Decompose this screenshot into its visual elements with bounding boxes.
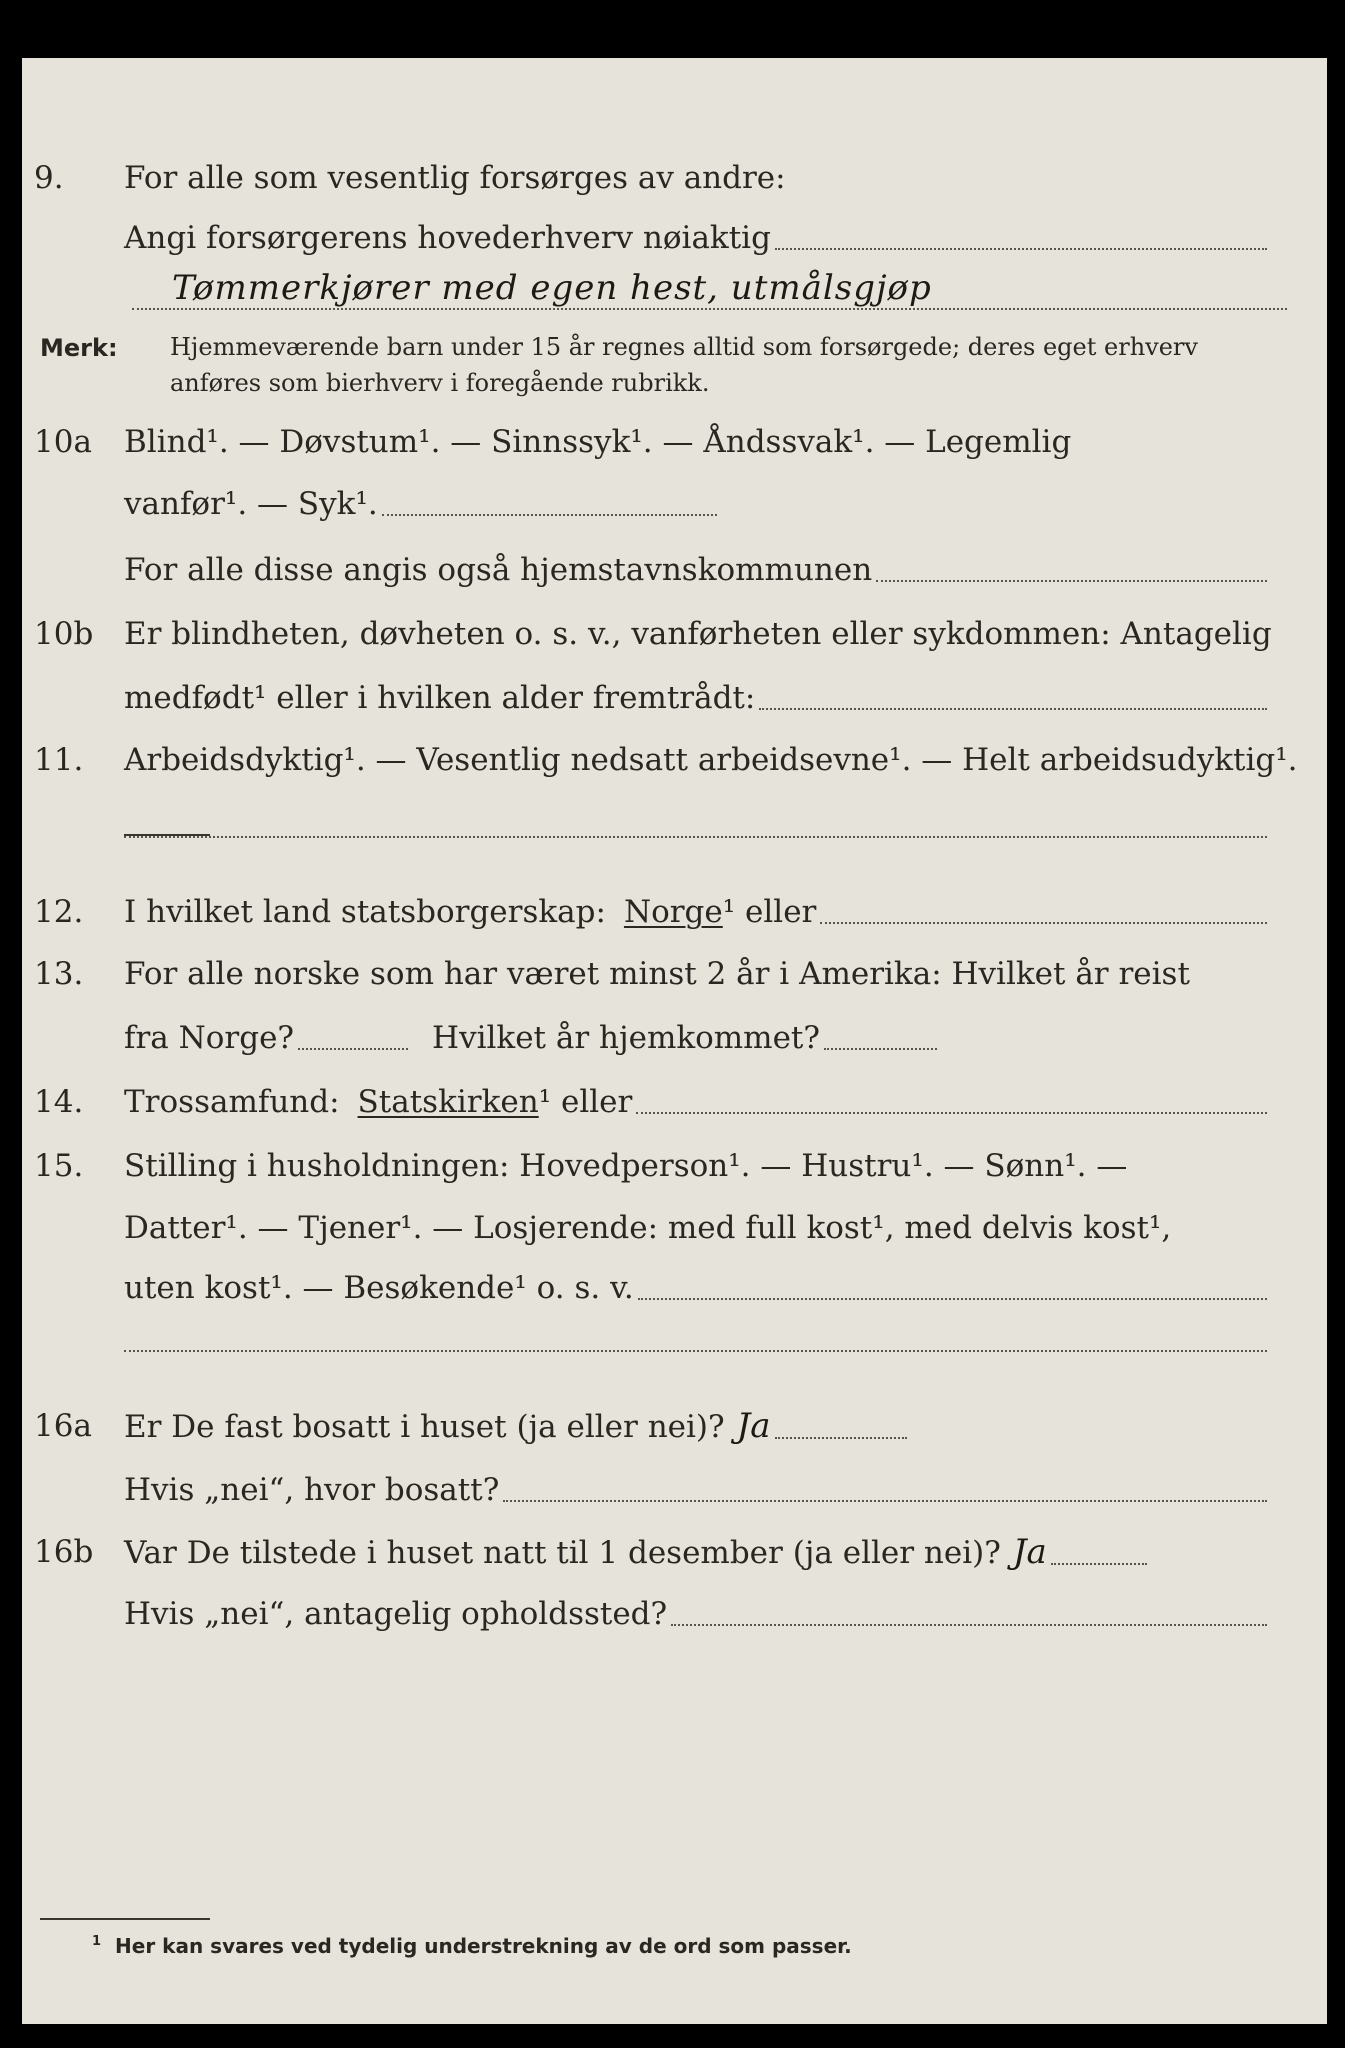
q9-number: 9. — [34, 160, 64, 196]
q9-prompt: Angi forsørgerens hovederhverv nøiaktig — [124, 220, 771, 256]
footnote — [92, 1934, 852, 1958]
q14-text: Trossamfund: — [124, 1084, 340, 1120]
q11-answer-stroke — [124, 834, 210, 836]
q13-hjemkommet-label: Hvilket år hjemkommet? — [432, 1020, 821, 1056]
q11-number: 11. — [34, 742, 84, 778]
q15-line-2: Datter¹. — Tjener¹. — Losjerende: med full kost¹, med delvis kost¹, — [124, 1210, 1172, 1246]
merk-label: Merk: — [40, 334, 118, 362]
census-form-page — [22, 58, 1327, 2024]
q16a-line-1: Er De fast bosatt i huset (ja eller nei)? — [124, 1409, 725, 1445]
q10b-line-1: Er blindheten, døvheten o. s. v., vanførheten eller sykdommen: Antagelig — [124, 616, 1272, 652]
q16b-opholdssted-line — [671, 1623, 1267, 1626]
q16b-handwritten-answer: Ja — [1012, 1532, 1047, 1572]
q13-hjemkommet-line — [824, 1047, 937, 1050]
q11-answer-line — [124, 836, 1267, 838]
footnote-text: Her kan svares ved tydelig understrekning av de ord som passer. — [115, 1934, 852, 1958]
merk-line-1: Hjemmeværende barn under 15 år regnes alltid som forsørgede; deres eget erhverv — [170, 333, 1198, 361]
q9-answer-line — [775, 247, 1267, 250]
q11-line-1: Arbeidsdyktig¹. — Vesentlig nedsatt arbeidsevne¹. — Helt arbeidsudyktig¹. — [124, 742, 1298, 778]
q16a-number: 16a — [34, 1408, 92, 1444]
q16b-number: 16b — [34, 1534, 94, 1570]
q12-norge-underlined: Norge — [623, 894, 723, 930]
q13-reist-line — [298, 1047, 408, 1050]
q16b-answer-line — [1051, 1562, 1147, 1565]
q9-handwritten-answer: Tømmerkjører med egen hest, utmålsgjøp — [172, 268, 932, 308]
q12-number: 12. — [34, 894, 84, 930]
q14-eller: ¹ eller — [538, 1084, 633, 1120]
q16a-line-2: Hvis „nei“, hvor bosatt? — [124, 1472, 500, 1508]
q10a-line-2: vanfør¹. — Syk¹. — [124, 486, 378, 522]
q16a-answer-line — [775, 1436, 907, 1439]
q14-statskirken-underlined: Statskirken — [357, 1084, 539, 1120]
q10b-answer-line — [759, 707, 1267, 710]
q16a-handwritten-answer: Ja — [736, 1406, 771, 1446]
q14-answer-line — [636, 1111, 1267, 1114]
q15-extra-line — [124, 1350, 1267, 1352]
q15-line-3: uten kost¹. — Besøkende¹ o. s. v. — [124, 1270, 634, 1306]
q16b-line-2: Hvis „nei“, antagelig opholdssted? — [124, 1596, 668, 1632]
q10a-number: 10a — [34, 424, 92, 460]
q16b-line-1: Var De tilstede i huset natt til 1 desember (ja eller nei)? — [124, 1535, 1001, 1571]
q13-line-1: For alle norske som har været minst 2 år i Amerika: Hvilket år reist — [124, 956, 1190, 992]
q12-eller: ¹ eller — [722, 894, 817, 930]
q10a-line-3: For alle disse angis også hjemstavnskommunen — [124, 552, 873, 588]
q10b-line-2: medfødt¹ eller i hvilken alder fremtrådt: — [124, 680, 756, 716]
q15-number: 15. — [34, 1148, 84, 1184]
q10a-line-1: Blind¹. — Døvstum¹. — Sinnssyk¹. — Åndssvak¹. — Legemlig — [124, 424, 1072, 460]
footnote-rule — [40, 1918, 210, 1920]
q12-answer-line — [820, 921, 1267, 924]
q13-reist-label: fra Norge? — [124, 1020, 295, 1056]
q10a-kommune-line — [876, 579, 1267, 582]
q15-answer-line — [638, 1297, 1267, 1300]
merk-line-2: anføres som bierhverv i foregående rubrikk. — [170, 369, 710, 397]
footnote-mark: 1 — [92, 1934, 102, 1950]
q10b-number: 10b — [34, 616, 94, 652]
q16a-bosatt-line — [503, 1499, 1267, 1502]
q10a-syk-line — [382, 513, 717, 516]
q9-text: For alle som vesentlig forsørges av andre: — [124, 160, 786, 196]
q15-line-1: Stilling i husholdningen: Hovedperson¹. — Hustru¹. — Sønn¹. — — [124, 1148, 1128, 1184]
q14-number: 14. — [34, 1084, 84, 1120]
q13-number: 13. — [34, 956, 84, 992]
q12-text: I hvilket land statsborgerskap: — [124, 894, 606, 930]
